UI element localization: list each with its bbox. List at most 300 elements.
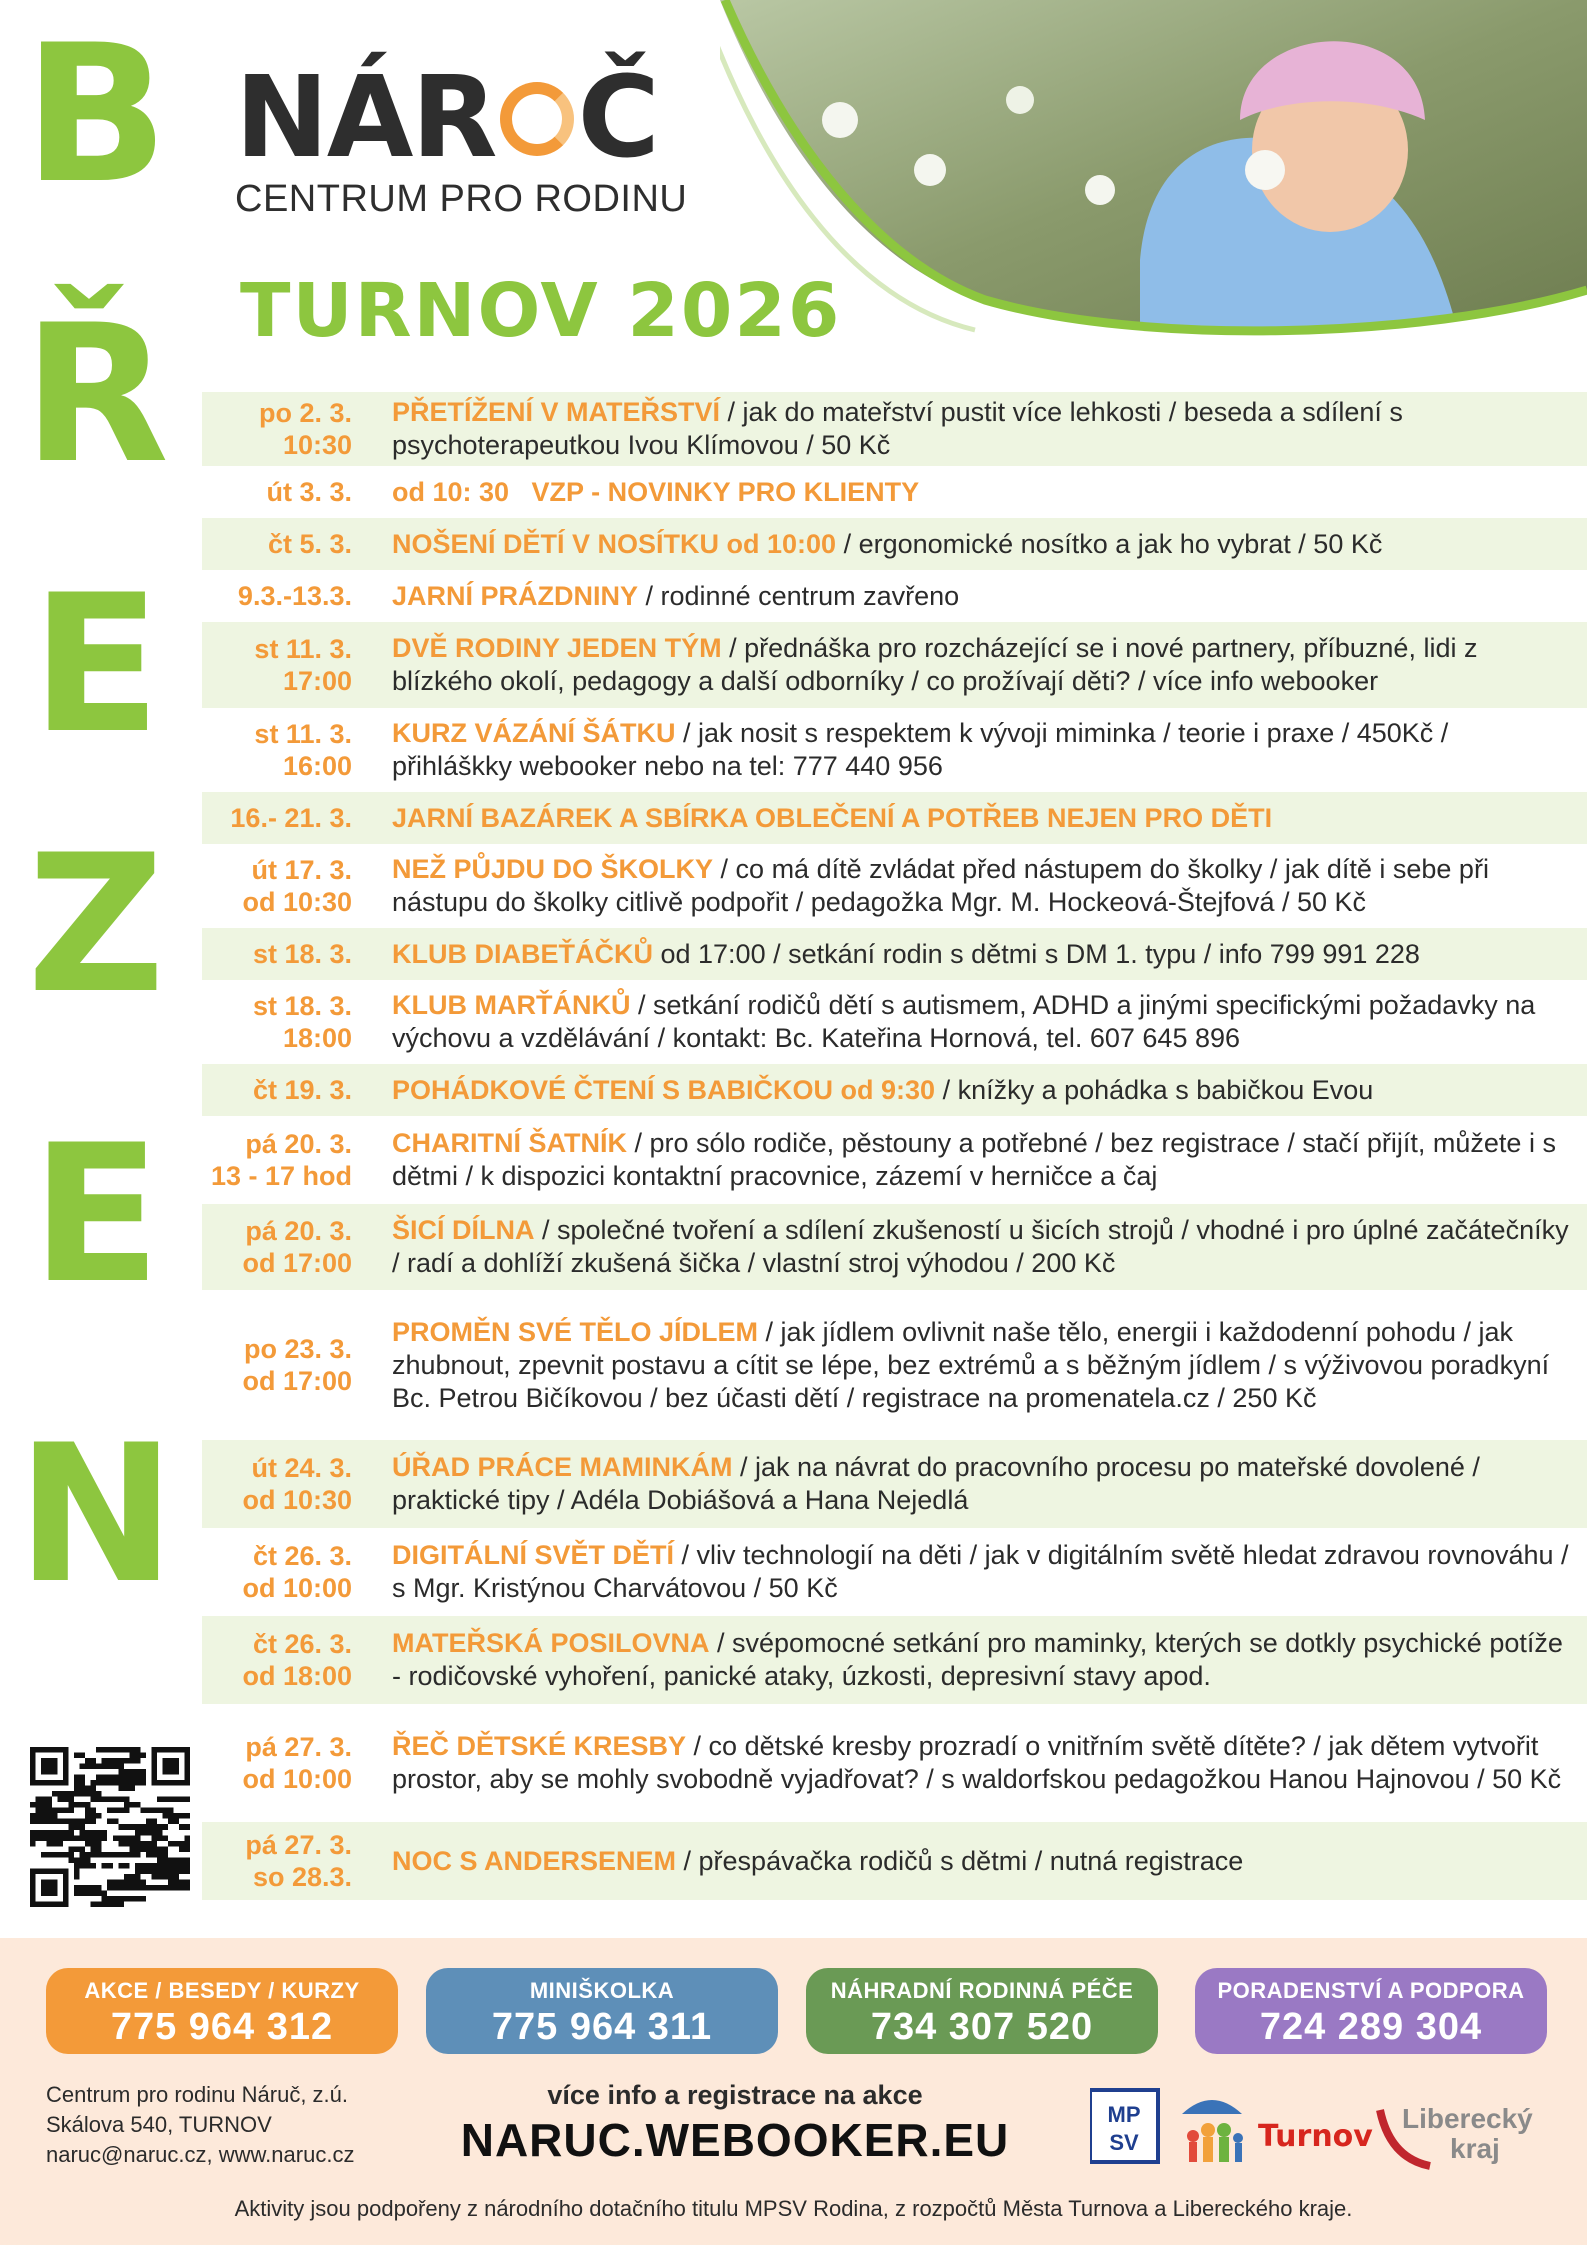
- qr-module: [74, 1802, 80, 1808]
- qr-module: [85, 1808, 91, 1814]
- qr-module: [47, 1813, 53, 1819]
- qr-module: [96, 1885, 102, 1891]
- qr-module: [179, 1863, 185, 1869]
- qr-module: [118, 1786, 124, 1792]
- event-description: / jak jídlem ovlivnit naše tělo, energii i každodenní pohodu / jak zhubnout, zpevnit postavu a cítit se lépe, bez extrémů a s běžným jídlem / s výživovou poradkyní Bc. Petrou Bičíkovou / bez účasti dětí / registrace na promenatela.cz / 250 Kč: [392, 1316, 1550, 1413]
- qr-module: [135, 1885, 141, 1891]
- address-contact[interactable]: naruc@naruc.cz, www.naruc.cz: [46, 2142, 355, 2167]
- contact-pill-miniskolka: [426, 1968, 778, 2054]
- event-row: [202, 980, 1587, 1064]
- qr-module: [47, 1841, 53, 1847]
- address-line: Centrum pro rodinu Náruč, z.ú.: [46, 2082, 349, 2107]
- qr-module: [80, 1802, 86, 1808]
- qr-module: [113, 1835, 119, 1841]
- qr-module: [91, 1835, 97, 1841]
- event-text: [366, 396, 1587, 462]
- qr-module: [52, 1841, 58, 1847]
- qr-module: [91, 1813, 97, 1819]
- qr-module: [124, 1775, 130, 1781]
- qr-module: [85, 1835, 91, 1841]
- event-date: pá 20. 3. od 17:00: [242, 1216, 352, 1278]
- event-row: [202, 466, 1587, 518]
- qr-module: [74, 1775, 80, 1781]
- event-text: [366, 938, 1587, 971]
- qr-module: [168, 1863, 174, 1869]
- qr-module: [96, 1813, 102, 1819]
- qr-module: [118, 1852, 124, 1858]
- qr-module: [74, 1824, 80, 1830]
- qr-module: [129, 1824, 135, 1830]
- event-text: [366, 802, 1587, 835]
- qr-module: [30, 1835, 36, 1841]
- qr-module: [129, 1786, 135, 1792]
- qr-module: [96, 1780, 102, 1786]
- qr-module: [41, 1802, 47, 1808]
- contact-label: AKCE / BESEDY / KURZY: [84, 1978, 360, 2003]
- qr-module: [96, 1846, 102, 1852]
- qr-module: [129, 1879, 135, 1885]
- qr-module: [107, 1775, 113, 1781]
- qr-module: [124, 1802, 130, 1808]
- event-description: / knížky a pohádka s babičkou Evou: [935, 1074, 1374, 1105]
- qr-module: [168, 1885, 174, 1891]
- contact-phone[interactable]: 734 307 520: [870, 2006, 1094, 2048]
- qr-module: [80, 1852, 86, 1858]
- event-text: [366, 580, 1587, 613]
- qr-module: [52, 1835, 58, 1841]
- qr-module: [74, 1868, 80, 1874]
- qr-module: [179, 1846, 185, 1852]
- contact-label: MINIŠKOLKA: [529, 1978, 675, 2003]
- registration-link[interactable]: NARUC.WEBOOKER.EU: [460, 2114, 1010, 2166]
- qr-module: [151, 1874, 157, 1880]
- event-text: [366, 1539, 1587, 1605]
- qr-module: [129, 1846, 135, 1852]
- qr-module: [113, 1885, 119, 1891]
- qr-module: [91, 1852, 97, 1858]
- qr-module: [74, 1890, 80, 1896]
- qr-module: [162, 1758, 179, 1775]
- qr-module: [80, 1824, 86, 1830]
- event-title: POHÁDKOVÉ ČTENÍ S BABIČKOU od 9:30: [392, 1074, 936, 1105]
- qr-module: [63, 1852, 69, 1858]
- event-date: st 18. 3.: [252, 939, 352, 969]
- qr-module: [129, 1758, 135, 1764]
- qr-module: [124, 1835, 130, 1841]
- qr-module: [124, 1841, 130, 1847]
- qr-module: [124, 1896, 130, 1902]
- qr-module: [151, 1830, 157, 1836]
- qr-module: [140, 1830, 146, 1836]
- month-letter: B: [23, 4, 169, 225]
- qr-module: [80, 1791, 86, 1797]
- qr-module: [85, 1830, 91, 1836]
- qr-module: [36, 1808, 42, 1814]
- qr-module: [69, 1808, 75, 1814]
- qr-module: [129, 1780, 135, 1786]
- qr-module: [107, 1808, 113, 1814]
- event-row: [202, 1440, 1587, 1528]
- qr-module: [118, 1901, 124, 1907]
- event-date: st 11. 3. 17:00: [254, 634, 352, 696]
- header-photo: [720, 0, 1587, 350]
- qr-module: [74, 1874, 80, 1880]
- qr-module: [124, 1747, 130, 1753]
- qr-module: [30, 1813, 36, 1819]
- qr-module: [124, 1780, 130, 1786]
- event-row: [202, 1704, 1587, 1822]
- contact-phone[interactable]: 724 289 304: [1259, 2006, 1483, 2048]
- qr-module: [151, 1885, 157, 1891]
- qr-module: [129, 1885, 135, 1891]
- qr-module: [162, 1874, 168, 1880]
- qr-module: [118, 1764, 124, 1770]
- event-description: / přednáška pro rozcházející se i nové partnery, příbuzné, lidi z blízkého okolí, pedagogy a další odborníky / co prožívají děti? / více info webooker: [392, 633, 1478, 696]
- event-title: KLUB DIABEŤÁČKŮ: [392, 938, 653, 969]
- qr-module: [74, 1835, 80, 1841]
- qr-module: [102, 1775, 108, 1781]
- qr-module: [102, 1764, 108, 1770]
- event-title: ŘEČ DĚTSKÉ KRESBY: [392, 1731, 687, 1761]
- qr-module: [118, 1797, 124, 1803]
- contact-phone[interactable]: 775 964 311: [491, 2006, 713, 2048]
- qr-module: [107, 1852, 113, 1858]
- qr-module: [157, 1835, 163, 1841]
- event-text: [366, 1627, 1587, 1693]
- qr-module: [173, 1874, 179, 1880]
- qr-module: [118, 1775, 124, 1781]
- event-row: [202, 844, 1587, 928]
- qr-module: [135, 1896, 141, 1902]
- event-row: [202, 708, 1587, 792]
- event-text: [366, 1845, 1587, 1878]
- qr-module: [41, 1819, 47, 1825]
- event-date: pá 20. 3. 13 - 17 hod: [210, 1129, 352, 1191]
- qr-module: [124, 1852, 130, 1858]
- qr-module: [184, 1797, 190, 1803]
- qr-module: [80, 1857, 86, 1863]
- qr-module: [96, 1835, 102, 1841]
- qr-module: [91, 1780, 97, 1786]
- spiral-icon: [500, 82, 574, 156]
- qr-module: [69, 1830, 75, 1836]
- event-date: pá 27. 3. so 28.3.: [245, 1830, 352, 1892]
- qr-module: [129, 1896, 135, 1902]
- qr-module: [184, 1813, 190, 1819]
- qr-module: [118, 1808, 124, 1814]
- qr-module: [129, 1775, 135, 1781]
- qr-module: [96, 1797, 102, 1803]
- qr-module: [173, 1863, 179, 1869]
- qr-module: [91, 1830, 97, 1836]
- qr-module: [80, 1846, 86, 1852]
- event-title: NEŽ PŮJDU DO ŠKOLKY: [392, 854, 714, 884]
- qr-module: [135, 1769, 141, 1775]
- qr-module: [91, 1786, 97, 1792]
- qr-module: [36, 1797, 42, 1803]
- event-date: út 24. 3. od 10:30: [242, 1453, 352, 1515]
- qr-module: [85, 1802, 91, 1808]
- event-description: / setkání rodičů dětí s autismem, ADHD a jinými specifickými požadavky na výchovu a vzdělávání / kontakt: Bc. Kateřina Hornová, tel. 607 645 896: [392, 990, 1536, 1053]
- event-text: [366, 1730, 1587, 1796]
- qr-module: [162, 1863, 168, 1869]
- event-title: od 10: 30 VZP - NOVINKY PRO KLIENTY: [392, 476, 920, 507]
- event-title: ÚŘAD PRÁCE MAMINKÁM: [392, 1452, 733, 1482]
- qr-module: [113, 1808, 119, 1814]
- qr-module: [96, 1747, 102, 1753]
- qr-module: [47, 1802, 53, 1808]
- qr-module: [124, 1786, 130, 1792]
- qr-module: [96, 1764, 102, 1770]
- event-date: čt 19. 3.: [252, 1075, 352, 1105]
- qr-module: [41, 1879, 58, 1896]
- qr-module: [91, 1819, 97, 1825]
- qr-module: [85, 1863, 91, 1869]
- qr-module: [113, 1775, 119, 1781]
- event-description: / co má dítě zvládat před nástupem do školky / jak dítě i sebe při nástupu do školky citlivě podpořit / pedagožka Mgr. M. Hockeová-Štejfová / 50 Kč: [392, 854, 1489, 917]
- qr-module: [41, 1852, 47, 1858]
- qr-module: [47, 1819, 53, 1825]
- qr-module: [146, 1824, 152, 1830]
- qr-module: [36, 1813, 42, 1819]
- qr-module: [58, 1835, 64, 1841]
- qr-module: [118, 1824, 124, 1830]
- event-row: [202, 518, 1587, 570]
- qr-module: [107, 1896, 113, 1902]
- qr-module: [36, 1835, 42, 1841]
- qr-module: [91, 1841, 97, 1847]
- qr-module: [96, 1830, 102, 1836]
- qr-module: [184, 1841, 190, 1847]
- qr-module: [179, 1841, 185, 1847]
- qr-module: [91, 1863, 97, 1869]
- event-text: [366, 1074, 1587, 1107]
- qr-module: [74, 1819, 80, 1825]
- qr-module: [85, 1758, 91, 1764]
- event-date: 9.3.-13.3.: [237, 581, 352, 611]
- qr-module: [96, 1890, 102, 1896]
- qr-module: [168, 1813, 174, 1819]
- qr-module: [135, 1863, 141, 1869]
- event-description: / pro sólo rodiče, pěstouny a potřebné / bez registrace / stačí přijít, můžete i s dětmi / k dispozici kontaktní pracovnice, zázemí v herničce a čaj: [392, 1128, 1556, 1191]
- event-date: út 3. 3.: [266, 477, 352, 507]
- qr-module: [47, 1835, 53, 1841]
- qr-module: [85, 1885, 91, 1891]
- qr-module: [47, 1797, 53, 1803]
- qr-module: [129, 1852, 135, 1858]
- qr-module: [179, 1797, 185, 1803]
- qr-module: [63, 1797, 69, 1803]
- event-title: NOŠENÍ DĚTÍ V NOSÍTKU od 10:00: [392, 528, 837, 559]
- qr-module: [58, 1791, 64, 1797]
- qr-module: [168, 1797, 174, 1803]
- qr-module: [47, 1808, 53, 1814]
- qr-module: [118, 1769, 124, 1775]
- contact-phone[interactable]: 775 964 312: [110, 2006, 334, 2048]
- qr-module: [140, 1769, 146, 1775]
- qr-module: [162, 1813, 168, 1819]
- qr-module: [91, 1901, 97, 1907]
- qr-module: [140, 1780, 146, 1786]
- qr-module: [85, 1857, 91, 1863]
- qr-module: [129, 1874, 135, 1880]
- registration-label: více info a registrace na akce: [547, 2080, 923, 2110]
- event-date: pá 27. 3. od 10:00: [242, 1732, 352, 1794]
- qr-module: [151, 1835, 157, 1841]
- qr-module: [162, 1797, 168, 1803]
- qr-module: [124, 1758, 130, 1764]
- qr-module: [118, 1780, 124, 1786]
- event-description: / ergonomické nosítko a jak ho vybrat / 50 Kč: [836, 528, 1383, 559]
- qr-module: [74, 1857, 80, 1863]
- qr-module: [168, 1819, 174, 1825]
- qr-module: [135, 1753, 141, 1759]
- qr-module: [107, 1901, 113, 1907]
- qr-module: [80, 1835, 86, 1841]
- qr-module: [146, 1819, 152, 1825]
- event-row: [202, 928, 1587, 980]
- qr-module: [102, 1797, 108, 1803]
- qr-module: [30, 1841, 36, 1847]
- qr-module: [102, 1780, 108, 1786]
- qr-module: [91, 1808, 97, 1814]
- qr-module: [179, 1868, 185, 1874]
- event-row: [202, 622, 1587, 708]
- qr-module: [124, 1885, 130, 1891]
- qr-module: [168, 1857, 174, 1863]
- qr-module: [157, 1830, 163, 1836]
- qr-module: [69, 1824, 75, 1830]
- qr-module: [113, 1758, 119, 1764]
- event-row: [202, 1064, 1587, 1116]
- qr-module: [140, 1824, 146, 1830]
- qr-module: [146, 1846, 152, 1852]
- event-description: / jak nosit s respektem k vývoji miminka / teorie i praxe / 450Kč / přihláškky webooker nebo na tel: 777 440 956: [392, 718, 1449, 781]
- event-text: [366, 1127, 1587, 1193]
- contact-pill-akce: [46, 1968, 398, 2054]
- qr-module: [173, 1819, 179, 1825]
- qr-module: [85, 1791, 91, 1797]
- qr-module: [179, 1824, 185, 1830]
- qr-module: [30, 1830, 36, 1836]
- qr-module: [173, 1813, 179, 1819]
- qr-module: [69, 1846, 75, 1852]
- qr-module: [129, 1753, 135, 1759]
- qr-module: [91, 1890, 97, 1896]
- mpsv-logo-text-bottom: SV: [1109, 2130, 1139, 2155]
- qr-module: [157, 1808, 163, 1814]
- qr-code[interactable]: [30, 1747, 190, 1907]
- qr-module: [107, 1780, 113, 1786]
- event-schedule: [202, 392, 1587, 1900]
- qr-module: [140, 1841, 146, 1847]
- qr-module: [107, 1797, 113, 1803]
- partner-logos: [1090, 2078, 1570, 2178]
- contact-label: NÁHRADNÍ RODINNÁ PÉČE: [830, 1978, 1134, 2003]
- qr-module: [168, 1879, 174, 1885]
- qr-module: [107, 1758, 113, 1764]
- qr-module: [91, 1797, 97, 1803]
- qr-module: [80, 1780, 86, 1786]
- contact-pill-nrp: [806, 1968, 1158, 2054]
- qr-module: [173, 1857, 179, 1863]
- family-logo-icon: [1182, 2100, 1243, 2162]
- qr-module: [102, 1890, 108, 1896]
- event-row: [202, 1290, 1587, 1440]
- qr-module: [36, 1819, 42, 1825]
- qr-module: [80, 1819, 86, 1825]
- event-row: [202, 570, 1587, 622]
- qr-module: [168, 1874, 174, 1880]
- mpsv-logo-text-top: MP: [1107, 2102, 1141, 2127]
- event-description: / jak na návrat do pracovního procesu po mateřské dovolené / praktické tipy / Adéla Dobiášová a Hana Nejedlá: [392, 1452, 1480, 1515]
- event-row: [202, 1528, 1587, 1616]
- qr-module: [96, 1901, 102, 1907]
- qr-module: [107, 1879, 113, 1885]
- qr-module: [74, 1791, 80, 1797]
- qr-module: [41, 1835, 47, 1841]
- qr-module: [118, 1885, 124, 1891]
- qr-module: [184, 1835, 190, 1841]
- qr-module: [113, 1896, 119, 1902]
- event-row: [202, 1822, 1587, 1900]
- qr-module: [146, 1852, 152, 1858]
- event-row: [202, 792, 1587, 844]
- qr-module: [91, 1791, 97, 1797]
- qr-module: [80, 1764, 86, 1770]
- qr-module: [69, 1802, 75, 1808]
- event-row: [202, 1116, 1587, 1204]
- qr-module: [80, 1830, 86, 1836]
- qr-module: [74, 1780, 80, 1786]
- qr-module: [140, 1753, 146, 1759]
- qr-module: [179, 1857, 185, 1863]
- event-text: [366, 989, 1587, 1055]
- qr-module: [140, 1868, 146, 1874]
- qr-module: [135, 1824, 141, 1830]
- qr-module: [102, 1835, 108, 1841]
- qr-module: [102, 1863, 108, 1869]
- qr-module: [151, 1863, 157, 1869]
- qr-module: [80, 1885, 86, 1891]
- qr-module: [85, 1786, 91, 1792]
- qr-module: [80, 1890, 86, 1896]
- event-description: / jak do mateřství pustit více lehkosti / beseda a sdílení s psychoterapeutkou Ivou Klímovou / 50 Kč: [392, 397, 1403, 460]
- qr-module: [52, 1852, 58, 1858]
- qr-module: [146, 1808, 152, 1814]
- qr-module: [129, 1841, 135, 1847]
- event-date: st 11. 3. 16:00: [254, 719, 352, 781]
- qr-module: [151, 1808, 157, 1814]
- event-date: po 23. 3. od 17:00: [242, 1334, 352, 1396]
- qr-module: [63, 1808, 69, 1814]
- qr-module: [157, 1863, 163, 1869]
- qr-module: [151, 1824, 157, 1830]
- qr-module: [124, 1879, 130, 1885]
- event-date: út 17. 3. od 10:30: [242, 855, 352, 917]
- qr-module: [85, 1819, 91, 1825]
- qr-module: [52, 1808, 58, 1814]
- qr-module: [85, 1852, 91, 1858]
- month-letter: Ř: [22, 284, 170, 505]
- qr-module: [91, 1846, 97, 1852]
- event-description: / svépomocné setkání pro maminky, kterých se dotkly psychické potíže - rodičovské vyhoření, panické ataky, úzkosti, depresivní stavy apod.: [392, 1628, 1563, 1691]
- qr-module: [63, 1791, 69, 1797]
- qr-module: [135, 1868, 141, 1874]
- qr-module: [58, 1797, 64, 1803]
- qr-module: [41, 1813, 47, 1819]
- qr-module: [151, 1819, 157, 1825]
